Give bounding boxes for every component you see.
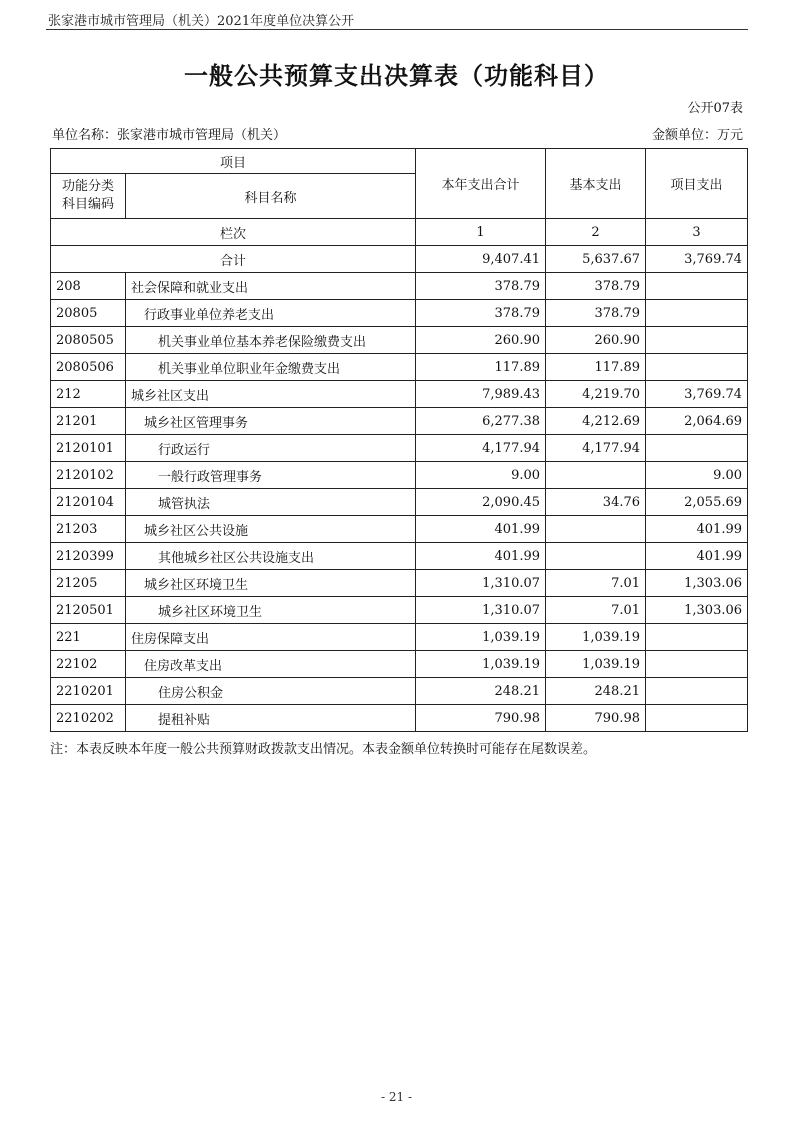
row-value: 378.79 [546, 273, 646, 300]
row-value: 1,310.07 [416, 570, 546, 597]
row-value [646, 651, 748, 678]
row-value: 401.99 [416, 543, 546, 570]
row-name: 城乡社区支出 [126, 381, 416, 408]
row-value [646, 273, 748, 300]
row-value: 1,039.19 [546, 624, 646, 651]
header-project: 项目 [51, 149, 416, 174]
row-value: 2,064.69 [646, 408, 748, 435]
total-row [51, 246, 748, 273]
row-value [646, 300, 748, 327]
row-code: 21201 [51, 408, 126, 435]
table-row [51, 597, 748, 624]
unit-name: 单位名称：张家港市城市管理局（机关） [52, 128, 287, 143]
row-value: 7.01 [546, 597, 646, 624]
row-name: 城管执法 [126, 489, 416, 516]
row-value: 401.99 [646, 516, 748, 543]
total-cell: 3,769.74 [646, 246, 748, 273]
row-value: 34.76 [546, 489, 646, 516]
row-name: 其他城乡社区公共设施支出 [126, 543, 416, 570]
row-value [646, 327, 748, 354]
form-code: 公开07表 [687, 101, 743, 116]
row-value: 1,039.19 [416, 624, 546, 651]
row-value: 1,303.06 [646, 570, 748, 597]
row-value: 790.98 [416, 705, 546, 732]
row-code: 2120399 [51, 543, 126, 570]
row-value [646, 354, 748, 381]
row-value: 1,039.19 [546, 651, 646, 678]
row-name: 社会保障和就业支出 [126, 273, 416, 300]
row-code: 21205 [51, 570, 126, 597]
row-value: 117.89 [416, 354, 546, 381]
table-row [51, 516, 748, 543]
row-name: 一般行政管理事务 [126, 462, 416, 489]
document-header: 张家港市城市管理局（机关）2021年度单位决算公开 [48, 14, 355, 29]
row-value: 378.79 [416, 273, 546, 300]
money-unit: 金额单位：万元 [651, 128, 743, 143]
table-row [51, 327, 748, 354]
row-value: 6,277.38 [416, 408, 546, 435]
row-value: 1,039.19 [416, 651, 546, 678]
row-value: 4,219.70 [546, 381, 646, 408]
row-value: 1,303.06 [646, 597, 748, 624]
row-name: 住房保障支出 [126, 624, 416, 651]
row-value: 248.21 [546, 678, 646, 705]
row-value: 4,177.94 [546, 435, 646, 462]
row-code: 2210201 [51, 678, 126, 705]
page-title: 一般公共预算支出决算表（功能科目） [184, 62, 609, 90]
total-cell: 5,637.67 [546, 246, 646, 273]
row-code: 2120501 [51, 597, 126, 624]
header-total-expense: 本年支出合计 [416, 149, 546, 219]
row-code: 2120101 [51, 435, 126, 462]
total-label: 合计 [51, 246, 416, 273]
row-code: 21203 [51, 516, 126, 543]
row-value: 9.00 [646, 462, 748, 489]
row-name: 城乡社区管理事务 [126, 408, 416, 435]
row-value: 7.01 [546, 570, 646, 597]
row-value: 117.89 [546, 354, 646, 381]
row-value: 4,212.69 [546, 408, 646, 435]
row-value: 401.99 [416, 516, 546, 543]
column-number-2: 2 [546, 219, 646, 246]
row-value: 260.90 [416, 327, 546, 354]
row-code: 22102 [51, 651, 126, 678]
row-value [546, 462, 646, 489]
row-code: 208 [51, 273, 126, 300]
row-value: 4,177.94 [416, 435, 546, 462]
row-value: 7,989.43 [416, 381, 546, 408]
header-function-code: 功能分类科目编码 [51, 174, 126, 219]
row-code: 212 [51, 381, 126, 408]
row-name: 城乡社区环境卫生 [126, 570, 416, 597]
table-row [51, 273, 748, 300]
header-divider [46, 29, 748, 30]
row-code: 2120104 [51, 489, 126, 516]
budget-table [50, 148, 748, 732]
column-number-1: 1 [416, 219, 546, 246]
table-note: 注：本表反映本年度一般公共预算财政拨款支出情况。本表金额单位转换时可能存在尾数误差。 [50, 742, 597, 757]
row-value: 3,769.74 [646, 381, 748, 408]
table-row [51, 651, 748, 678]
table-row [51, 354, 748, 381]
row-value: 401.99 [646, 543, 748, 570]
row-value [546, 516, 646, 543]
table-row [51, 300, 748, 327]
row-name: 提租补贴 [126, 705, 416, 732]
row-value: 2,090.45 [416, 489, 546, 516]
table-row [51, 624, 748, 651]
row-code: 2120102 [51, 462, 126, 489]
row-name: 机关事业单位基本养老保险缴费支出 [126, 327, 416, 354]
row-name: 城乡社区公共设施 [126, 516, 416, 543]
table-row [51, 381, 748, 408]
row-value: 378.79 [546, 300, 646, 327]
table-row [51, 435, 748, 462]
row-name: 行政事业单位养老支出 [126, 300, 416, 327]
table-row [51, 543, 748, 570]
row-name: 城乡社区环境卫生 [126, 597, 416, 624]
row-value [646, 678, 748, 705]
row-value: 260.90 [546, 327, 646, 354]
row-value: 1,310.07 [416, 597, 546, 624]
row-value: 248.21 [416, 678, 546, 705]
row-value: 790.98 [546, 705, 646, 732]
table-row [51, 570, 748, 597]
table-row [51, 678, 748, 705]
header-project-expense: 项目支出 [646, 149, 748, 219]
header-basic-expense: 基本支出 [546, 149, 646, 219]
row-value [546, 543, 646, 570]
row-value [646, 624, 748, 651]
total-cell: 9,407.41 [416, 246, 546, 273]
row-value: 2,055.69 [646, 489, 748, 516]
header-lanci: 栏次 [51, 219, 416, 246]
table-row [51, 408, 748, 435]
row-code: 221 [51, 624, 126, 651]
row-name: 住房改革支出 [126, 651, 416, 678]
page-number: - 21 - [380, 1090, 412, 1104]
row-name: 住房公积金 [126, 678, 416, 705]
row-value: 378.79 [416, 300, 546, 327]
row-code: 2080506 [51, 354, 126, 381]
row-name: 行政运行 [126, 435, 416, 462]
table-row [51, 489, 748, 516]
column-number-3: 3 [646, 219, 748, 246]
header-subject-name: 科目名称 [126, 174, 416, 219]
row-code: 20805 [51, 300, 126, 327]
row-name: 机关事业单位职业年金缴费支出 [126, 354, 416, 381]
row-code: 2210202 [51, 705, 126, 732]
row-value: 9.00 [416, 462, 546, 489]
row-value [646, 705, 748, 732]
table-row [51, 462, 748, 489]
row-code: 2080505 [51, 327, 126, 354]
table-row [51, 705, 748, 732]
row-value [646, 435, 748, 462]
